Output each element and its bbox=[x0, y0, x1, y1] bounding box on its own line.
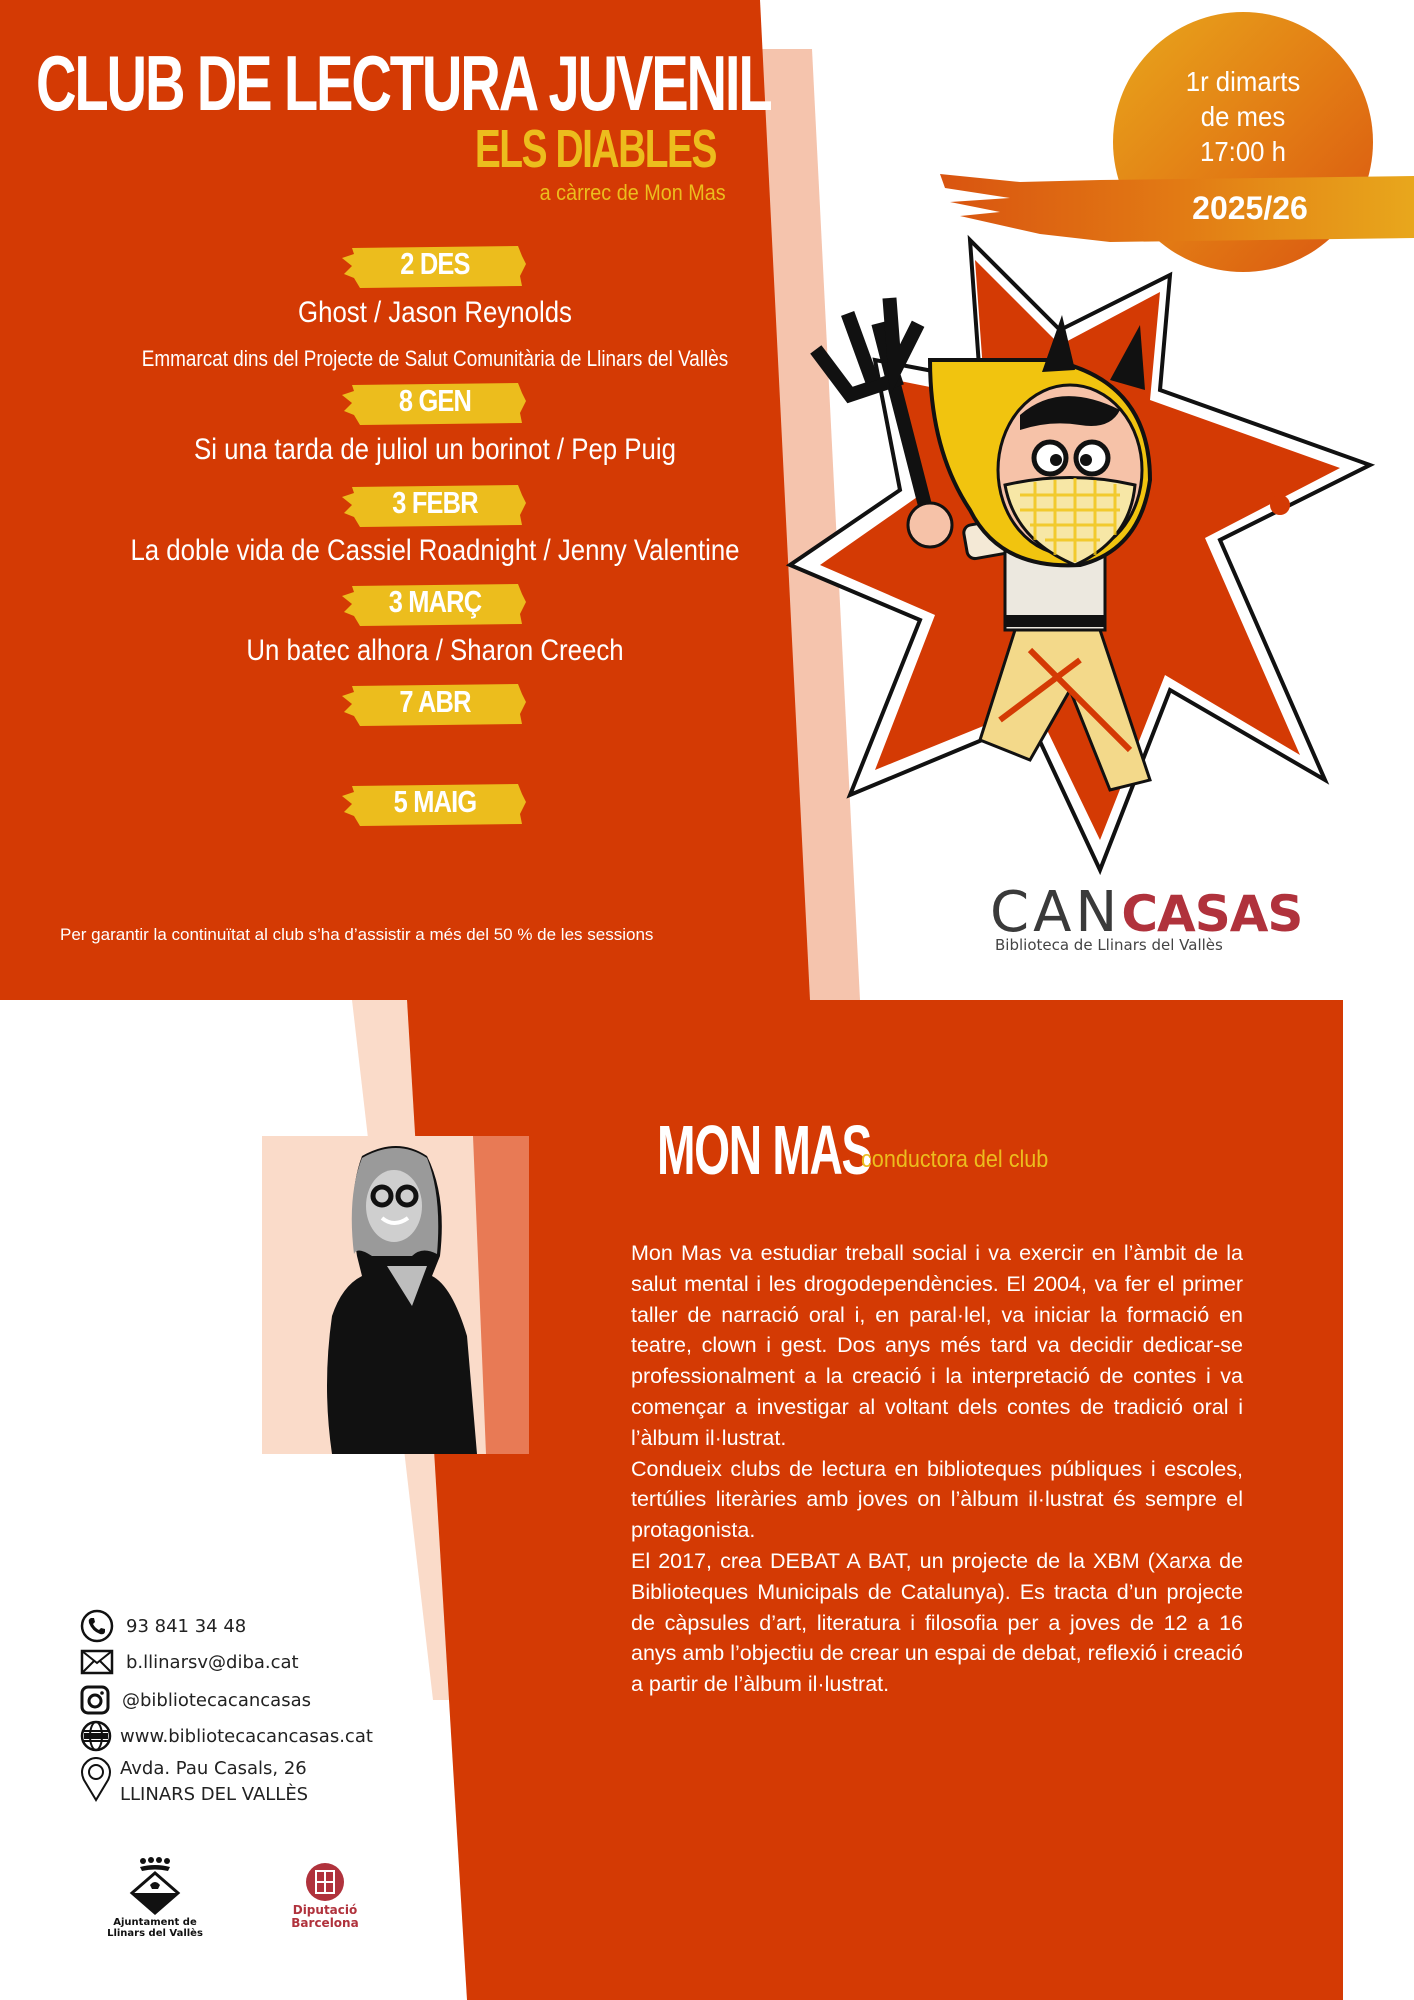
session-book: Si una tarda de juliol un borinot / Pep Puig bbox=[194, 433, 676, 466]
contact-instagram[interactable]: @bibliotecacancasas bbox=[80, 1682, 311, 1718]
contact-address: Avda. Pau Casals, 26 LLINARS DEL VALLÈS bbox=[80, 1756, 308, 1808]
bio-paragraph: Mon Mas va estudiar treball social i va exercir en l’àmbit de la salut mental i les drogodependències. El 2004, va fer el primer taller de narració oral i, en paral·lel, va iniciar la formació en teatre, clown i gest. Dos anys més tard va decidir dedicar-se professionalment a la creació i la interpretació de contes i va començar a investigar al voltant dels contes de tradició oral i l’àlbum il·lustrat. bbox=[631, 1241, 1243, 1450]
session-note: Emmarcat dins del Projecte de Salut Comunitària de Llinars del Vallès bbox=[141, 346, 729, 371]
club-subtitle: ELS DIABLES bbox=[474, 119, 716, 179]
location-pin-icon bbox=[80, 1756, 120, 1802]
contact-phone[interactable]: 93 841 34 48 bbox=[80, 1608, 246, 1644]
session-book: Un batec alhora / Sharon Creech bbox=[246, 634, 624, 667]
library-logo: CANCASAS bbox=[990, 880, 1303, 945]
devil-mascot-icon bbox=[780, 220, 1400, 900]
bio-paragraph: Condueix clubs de lectura en biblioteques públiques i escoles, tertúlies literàries amb joves on l’àlbum il·lustrat és sempre el protagonista. bbox=[631, 1456, 1243, 1543]
session-date-badge: 3 FEBR bbox=[340, 481, 530, 525]
globe-icon bbox=[80, 1718, 120, 1754]
coat-of-arms-icon bbox=[100, 1855, 210, 1915]
instagram-icon bbox=[80, 1682, 120, 1718]
diputacio-emblem-icon bbox=[280, 1862, 370, 1902]
session-date-badge: 2 DES bbox=[340, 242, 530, 286]
library-logo-subtitle: Biblioteca de Llinars del Vallès bbox=[995, 936, 1223, 954]
host-name: MON MAS bbox=[657, 1111, 872, 1189]
diputacio-logo: Diputació Barcelona bbox=[280, 1862, 370, 1907]
host-bio bbox=[631, 1238, 1243, 1700]
session-date-badge: 3 MARÇ bbox=[340, 580, 530, 624]
session-book: La doble vida de Cassiel Roadnight / Jenny Valentine bbox=[130, 534, 740, 567]
host-photo bbox=[262, 1136, 529, 1454]
byline: a càrrec de Mon Mas bbox=[540, 180, 726, 205]
session-date-badge: 5 MAIG bbox=[340, 780, 530, 824]
contact-email[interactable]: b.llinarsv@diba.cat bbox=[80, 1644, 299, 1680]
contact-website[interactable]: www.bibliotecacancasas.cat bbox=[80, 1718, 373, 1754]
schedule-info: 1r dimarts de mes 17:00 h bbox=[1185, 66, 1301, 167]
bio-paragraph: El 2017, crea DEBAT A BAT, un projecte de la XBM (Xarxa de Biblioteques Municipals de Catalunya). Es tracta d’un projecte de càpsules d’art, literatura i filosofia per a joves de 12 a 16 anys amb l’objectiu de crear un espai de debat, reflexió i creació a partir de l’àlbum il·lustrat. bbox=[631, 1548, 1243, 1697]
season-label: 2025/26 bbox=[1192, 190, 1308, 226]
mail-icon bbox=[80, 1644, 120, 1680]
session-date-badge: 8 GEN bbox=[340, 379, 530, 423]
host-role: conductora del club bbox=[861, 1146, 1049, 1173]
page-title: CLUB DE LECTURA JUVENIL bbox=[36, 39, 771, 127]
session-book: Ghost / Jason Reynolds bbox=[298, 296, 572, 329]
session-date-badge: 7 ABR bbox=[340, 680, 530, 724]
phone-icon bbox=[80, 1608, 120, 1644]
attendance-note: Per garantir la continuïtat al club s’ha d’assistir a més del 50 % de les sessions bbox=[60, 925, 654, 944]
ajuntament-logo: Ajuntament de Llinars del Vallès bbox=[100, 1855, 210, 1920]
